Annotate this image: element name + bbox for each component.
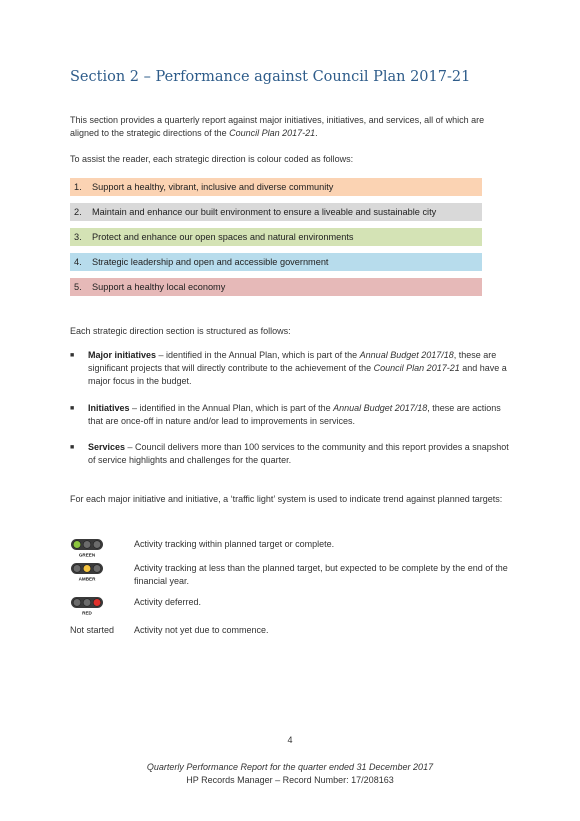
direction-label: Maintain and enhance our built environment to ensure a liveable and sustainable city — [92, 207, 437, 217]
footer-report-title: Quarterly Performance Report for the quarter ended 31 December 2017 — [146, 762, 434, 772]
assist-paragraph: To assist the reader, each strategic direction is colour coded as follows: — [70, 154, 354, 164]
direction-number: 1. — [74, 182, 82, 192]
not-started-text: Activity not yet due to commence. — [134, 625, 269, 635]
structure-bullet — [70, 349, 510, 388]
traffic-light-red-icon — [70, 596, 104, 616]
direction-label: Support a healthy local economy — [92, 282, 226, 292]
bullet-marker: ■ — [70, 352, 75, 359]
direction-number: 3. — [74, 232, 82, 242]
bullet-text: Initiatives – identified in the Annual Plan, which is part of the Annual Budget 2017/18, these are actions that are once-off in nature and/or lead to improvements in services. — [88, 403, 501, 426]
traffic-light-intro: For each major initiative and initiative, a ‘traffic light’ system is used to indicate trend against planned targets: — [70, 494, 503, 504]
strategic-direction-1 — [70, 178, 482, 196]
direction-number: 5. — [74, 282, 82, 292]
direction-label: Strategic leadership and open and accessible government — [92, 257, 329, 267]
traffic-light-green-icon — [70, 538, 104, 558]
page-number: 4 — [287, 735, 293, 745]
strategic-direction-2 — [70, 203, 482, 221]
bullet-text: Services – Council delivers more than 100 services to the community and this report provides a snapshot of service highlights and challenges for the quarter. — [88, 442, 509, 465]
traffic-light-description: Activity tracking within planned target or complete. — [134, 539, 335, 549]
traffic-light-amber-icon — [70, 562, 104, 582]
direction-label: Protect and enhance our open spaces and natural environments — [92, 232, 354, 242]
traffic-light-description: Activity tracking at less than the planned target, but expected to be complete by the end of the financial year. — [134, 563, 508, 586]
traffic-light-description: Activity deferred. — [134, 597, 202, 607]
direction-number: 4. — [74, 257, 82, 267]
traffic-light-caption: AMBER — [78, 576, 96, 582]
bullet-term: Services — [88, 442, 126, 452]
bullet-marker: ■ — [70, 444, 75, 451]
intro-paragraph: This section provides a quarterly report against major initiatives, initiatives, and services, all of which are aligned to the strategic directions of the Council Plan 2017-21. — [70, 115, 485, 138]
strategic-direction-4 — [70, 253, 482, 271]
traffic-light-caption: RED — [82, 610, 92, 616]
traffic-light-caption: GREEN — [78, 552, 96, 558]
structure-paragraph: Each strategic direction section is structured as follows: — [70, 326, 291, 336]
structure-bullet — [70, 402, 510, 428]
direction-number: 2. — [74, 207, 82, 217]
bullet-marker: ■ — [70, 405, 75, 412]
bullet-term: Initiatives — [88, 403, 130, 413]
strategic-direction-3 — [70, 228, 482, 246]
structure-bullet — [70, 441, 510, 467]
bullet-term: Major initiatives — [88, 350, 157, 360]
strategic-direction-5 — [70, 278, 482, 296]
direction-label: Support a healthy, vibrant, inclusive and diverse community — [92, 182, 334, 192]
section-title: Section 2 – Performance against Council Plan 2017-21 — [70, 69, 471, 85]
footer-record-number: HP Records Manager – Record Number: 17/208163 — [186, 775, 394, 785]
not-started-label: Not started — [70, 625, 115, 635]
bullet-text: Major initiatives – identified in the Annual Plan, which is part of the Annual Budget 2017/18, these are significant projects that will directly contribute to the achievement of the Council Plan 2017-21 and have a major focus in the budget. — [88, 350, 507, 386]
